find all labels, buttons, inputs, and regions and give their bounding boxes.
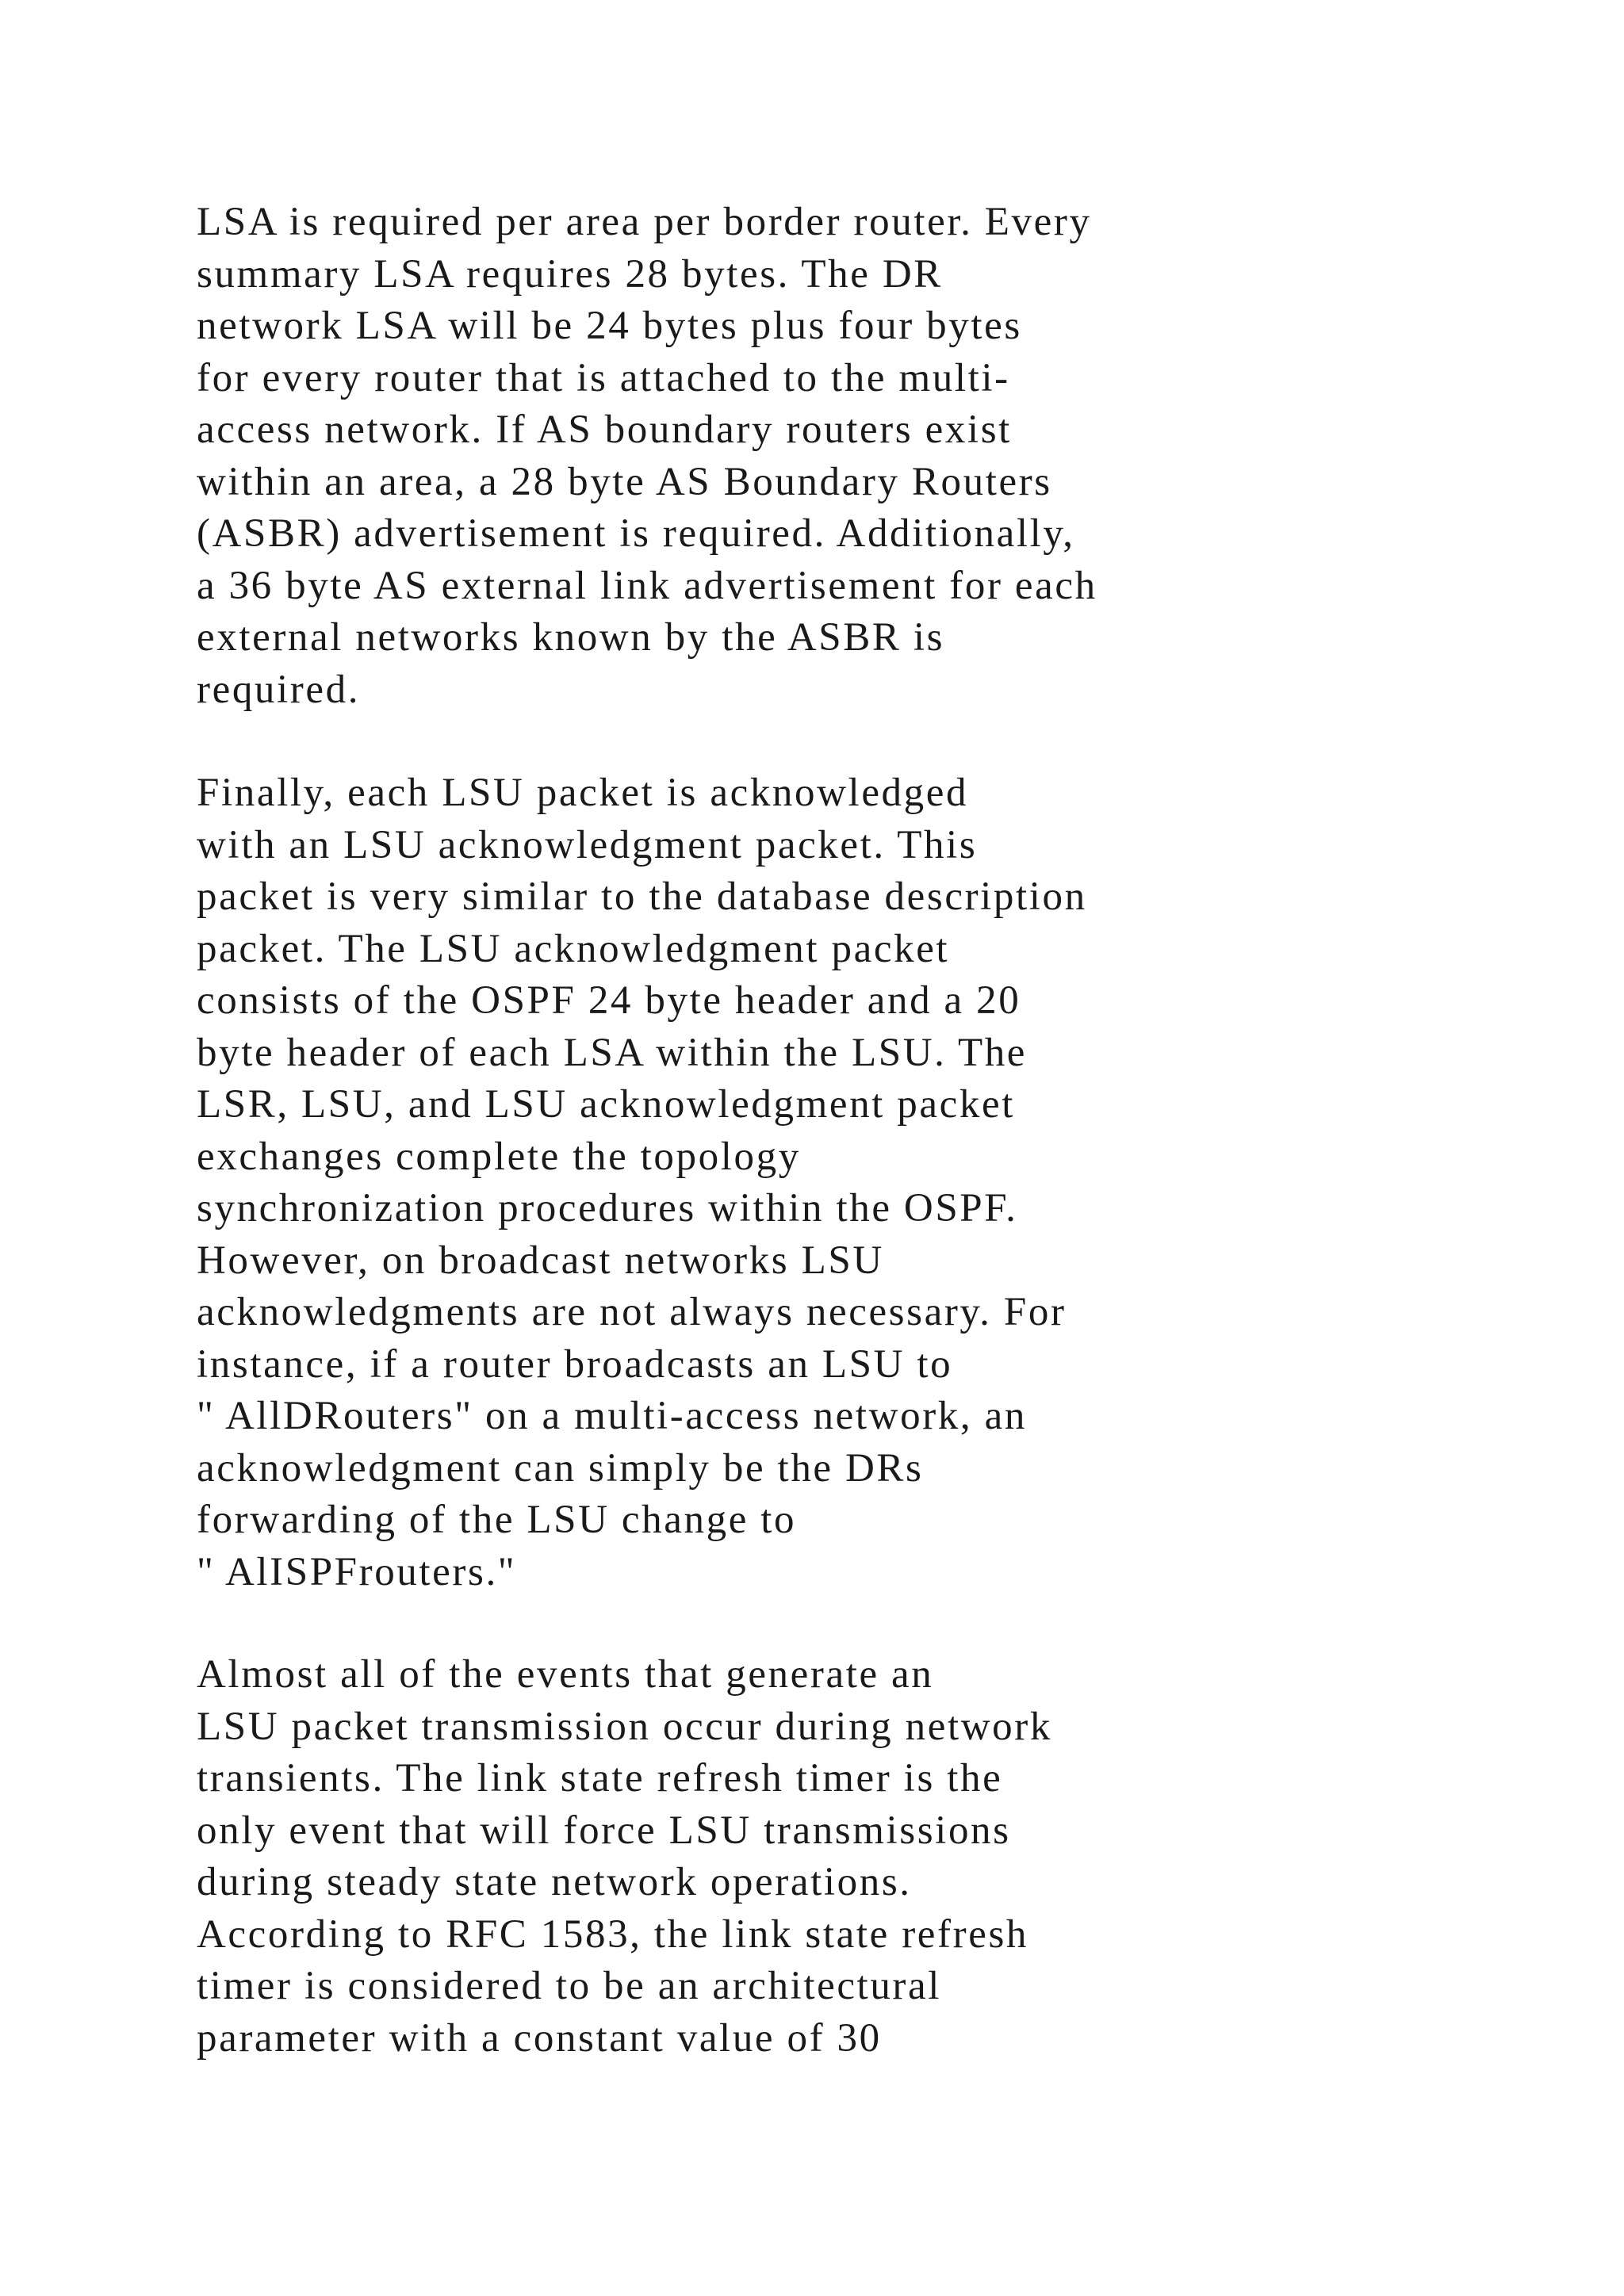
- text-line: Finally, each LSU packet is acknowledged: [197, 771, 969, 815]
- text-line: (ASBR) advertisement is required. Additionally,: [197, 511, 1075, 556]
- text-line: parameter with a constant value of 30: [197, 2015, 882, 2061]
- text-line: network LSA will be 24 bytes plus four bytes: [197, 304, 1022, 348]
- text-line: within an area, a 28 byte AS Boundary Routers: [197, 459, 1052, 504]
- text-line: for every router that is attached to the multi-: [197, 355, 1010, 400]
- text-line: instance, if a router broadcasts an LSU to: [197, 1341, 953, 1387]
- text-line: summary LSA requires 28 bytes. The DR: [197, 251, 943, 297]
- text-line: with an LSU acknowledgment packet. This: [197, 822, 978, 867]
- text-line: However, on broadcast networks LSU: [197, 1238, 884, 1283]
- text-line: transients. The link state refresh timer is the: [197, 1756, 1003, 1800]
- paragraph-lsa-sizes: [197, 197, 1545, 716]
- text-line: access network. If AS boundary routers exist: [197, 408, 1012, 452]
- text-line: synchronization procedures within the OSPF.: [197, 1186, 1018, 1230]
- text-line: byte header of each LSA within the LSU. The: [197, 1030, 1028, 1075]
- text-line: LSA is required per area per border router. Every: [197, 200, 1092, 244]
- text-line: packet. The LSU acknowledgment packet: [197, 926, 950, 971]
- text-line: packet is very similar to the database description: [197, 874, 1087, 919]
- text-line: only event that will force LSU transmissions: [197, 1808, 1011, 1853]
- text-line: timer is considered to be an architectural: [197, 1964, 942, 2008]
- text-line: required.: [197, 667, 361, 712]
- text-line: LSU packet transmission occur during network: [197, 1704, 1052, 1749]
- text-line: external networks known by the ASBR is: [197, 615, 945, 660]
- text-line: " AllDRouters" on a multi-access network, an: [197, 1394, 1027, 1438]
- text-line: acknowledgment can simply be the DRs: [197, 1445, 924, 1490]
- text-line: LSR, LSU, and LSU acknowledgment packet: [197, 1082, 1015, 1127]
- text-line: during steady state network operations.: [197, 1860, 912, 1904]
- text-line: " AlISPFrouters.": [197, 1549, 517, 1594]
- text-line: consists of the OSPF 24 byte header and a 20: [197, 978, 1021, 1023]
- text-line: a 36 byte AS external link advertisement for each: [197, 563, 1097, 608]
- text-line: According to RFC 1583, the link state refresh: [197, 1911, 1028, 1957]
- text-line: acknowledgments are not always necessary. For: [197, 1290, 1067, 1334]
- text-line: forwarding of the LSU change to: [197, 1498, 797, 1542]
- text-line: exchanges complete the topology: [197, 1134, 801, 1179]
- text-line: Almost all of the events that generate an: [197, 1652, 934, 1697]
- paragraph-lsu-acknowledgment: [197, 767, 1545, 1598]
- paragraph-refresh-timer: [197, 1649, 1545, 2064]
